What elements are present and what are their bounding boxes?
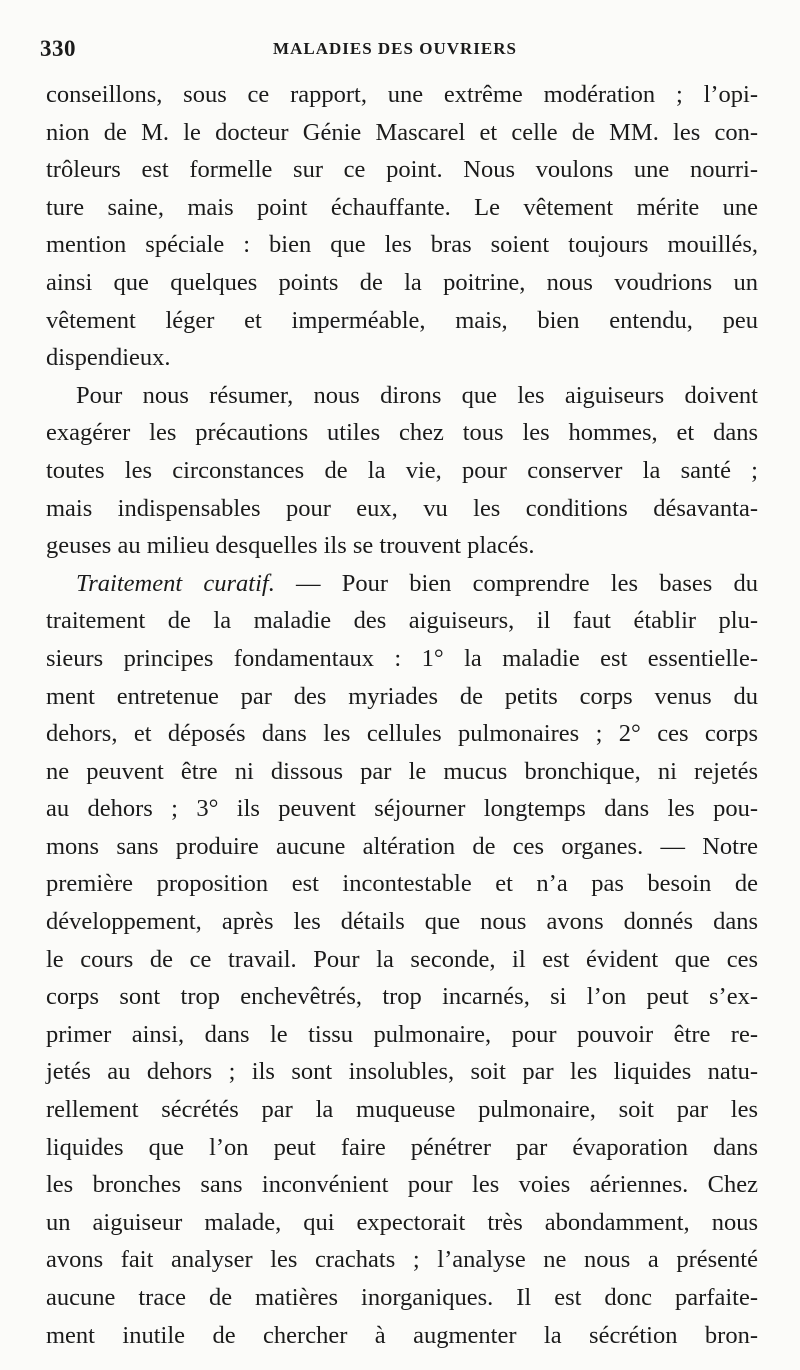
text-line: développement, après les détails que nous avons donnés dans (46, 908, 758, 936)
page-number: 330 (40, 36, 76, 61)
text-line: le cours de ce travail. Pour la seconde, il est évident que ces (46, 945, 758, 973)
text-line: mention spéciale : bien que les bras soient toujours mouillés, (46, 231, 758, 259)
text-line: Pour nous résumer, nous dirons que les aiguiseurs doivent (76, 381, 758, 409)
text-line: traitement de la maladie des aiguiseurs, il faut établir plu- (46, 607, 758, 635)
text-line: ainsi que quelques points de la poitrine, nous voudrions un (46, 268, 758, 296)
text-line: trôleurs est formelle sur ce point. Nous voulons une nourri- (46, 156, 758, 184)
text-line: primer ainsi, dans le tissu pulmonaire, pour pouvoir être re- (46, 1020, 758, 1048)
text-line (46, 565, 758, 603)
text-line: les bronches sans inconvénient pour les voies aériennes. Chez (46, 1171, 758, 1199)
text-line: mais indispensables pour eux, vu les conditions désavanta- (46, 494, 758, 522)
text-line: aucune trace de matières inorganiques. Il est donc parfaite- (46, 1284, 758, 1311)
text-line: nion de M. le docteur Génie Mascarel et celle de MM. les con- (46, 118, 758, 146)
text-line: un aiguiseur malade, qui expectorait très abondamment, nous (46, 1208, 758, 1236)
text-line: au dehors ; 3° ils peuvent séjourner longtemps dans les pou- (46, 795, 758, 823)
text-line: ture saine, mais point échauffante. Le vêtement mérite une (46, 193, 758, 221)
paragraph (46, 565, 758, 1354)
text-line: sieurs principes fondamentaux : 1° la maladie est essentielle- (46, 644, 758, 672)
text-line: conseillons, sous ce rapport, une extrême modération ; l’opi- (46, 81, 758, 108)
text-line: exagérer les précautions utiles chez tous les hommes, et dans (46, 419, 758, 447)
text-line: première proposition est incontestable et n’a pas besoin de (46, 870, 758, 898)
text-line: liquides que l’on peut faire pénétrer par évaporation dans (46, 1133, 758, 1161)
section-heading: Traitement curatif. (76, 569, 275, 597)
paragraph (46, 76, 758, 377)
text-line: jetés au dehors ; ils sont insolubles, soit par les liquides natu- (46, 1058, 758, 1086)
paragraph (46, 377, 758, 565)
text-line: corps sont trop enchevêtrés, trop incarnés, si l’on peut s’ex- (46, 983, 758, 1011)
text-line: ment inutile de chercher à augmenter la sécrétion bron- (46, 1321, 758, 1349)
text-line: vêtement léger et imperméable, mais, bien entendu, peu (46, 306, 758, 334)
body-text (46, 76, 758, 1354)
running-title: MALADIES DES OUVRIERS (273, 39, 517, 58)
text-line: ment entretenue par des myriades de petits corps venus du (46, 682, 758, 710)
text-fragment: — Pour bien comprendre les bases du (274, 569, 758, 597)
text-line: rellement sécrétés par la muqueuse pulmonaire, soit par les (46, 1096, 758, 1124)
text-line: mons sans produire aucune altération de ces organes. — Notre (46, 832, 758, 860)
page-header (40, 36, 750, 70)
text-line: avons fait analyser les crachats ; l’analyse ne nous a présenté (46, 1246, 758, 1274)
text-line: dehors, et déposés dans les cellules pulmonaires ; 2° ces corps (46, 720, 758, 748)
text-line: toutes les circonstances de la vie, pour conserver la santé ; (46, 456, 758, 484)
text-line: geuses au milieu desquelles ils se trouvent placés. (46, 532, 535, 560)
text-line: dispendieux. (46, 344, 171, 372)
text-line: ne peuvent être ni dissous par le mucus bronchique, ni rejetés (46, 757, 758, 785)
